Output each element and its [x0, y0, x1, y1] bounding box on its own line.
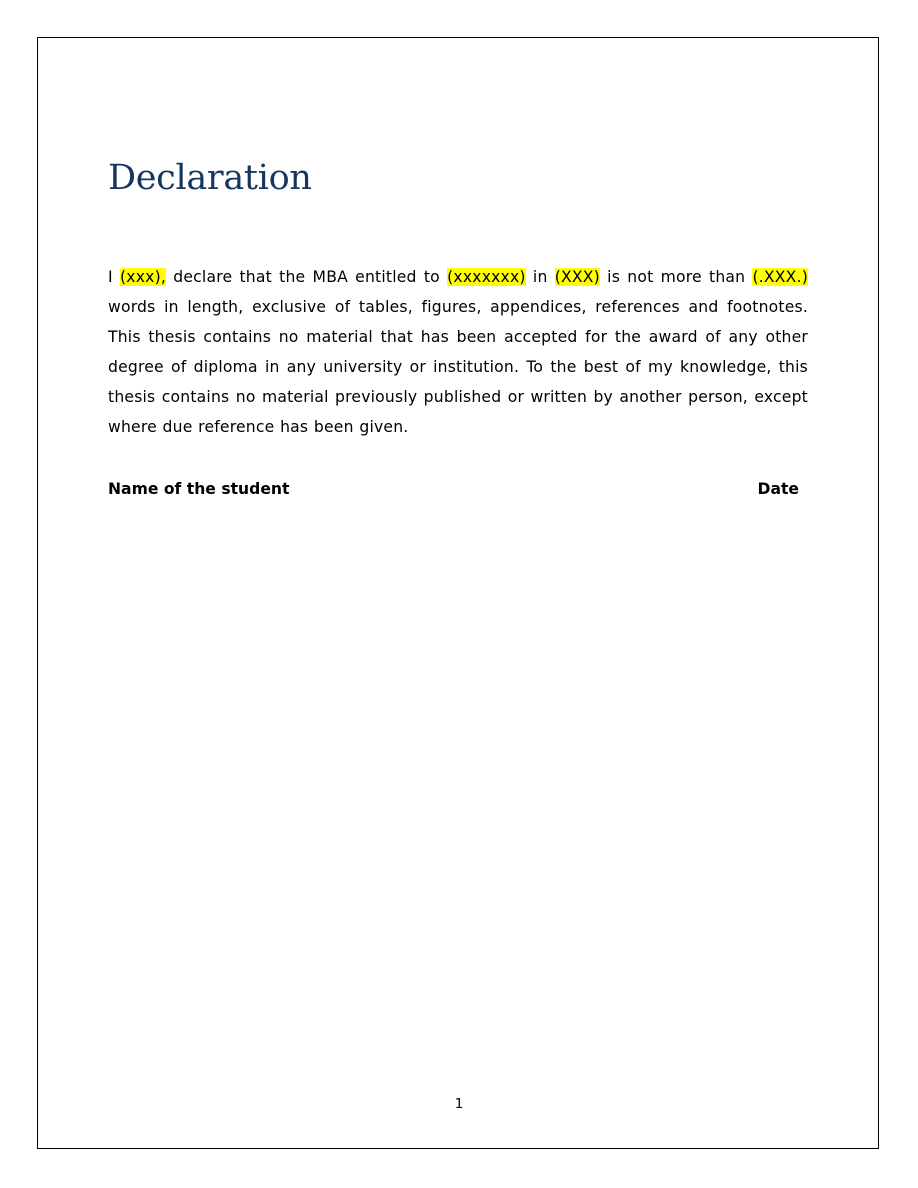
declaration-paragraph — [108, 262, 808, 442]
placeholder-student-name: (xxx), — [120, 268, 167, 286]
paragraph-text-3: in — [525, 268, 555, 286]
placeholder-word-count: (.XXX.) — [752, 268, 808, 286]
paragraph-text-1: I — [108, 268, 121, 286]
placeholder-field: (XXX) — [554, 268, 600, 286]
placeholder-thesis-title: (xxxxxxx) — [447, 268, 526, 286]
date-label: Date — [757, 480, 799, 498]
signature-row — [108, 474, 799, 504]
page-border — [37, 37, 879, 1149]
paragraph-text-5: words in length, exclusive of tables, figures, appendices, references and footnotes. This thesis contains no material that has been accepted for the award of any other degree of diploma in any university or institution. To the best of my knowledge, this thesis contains no material previously published or written by another person, except where due reference has been given. — [108, 298, 808, 436]
paragraph-text-4: is not more than — [599, 268, 753, 286]
student-name-label: Name of the student — [108, 480, 290, 498]
page-title: Declaration — [108, 158, 312, 198]
page-number: 1 — [454, 1096, 464, 1112]
paragraph-text-2: declare that the MBA entitled to — [166, 268, 448, 286]
